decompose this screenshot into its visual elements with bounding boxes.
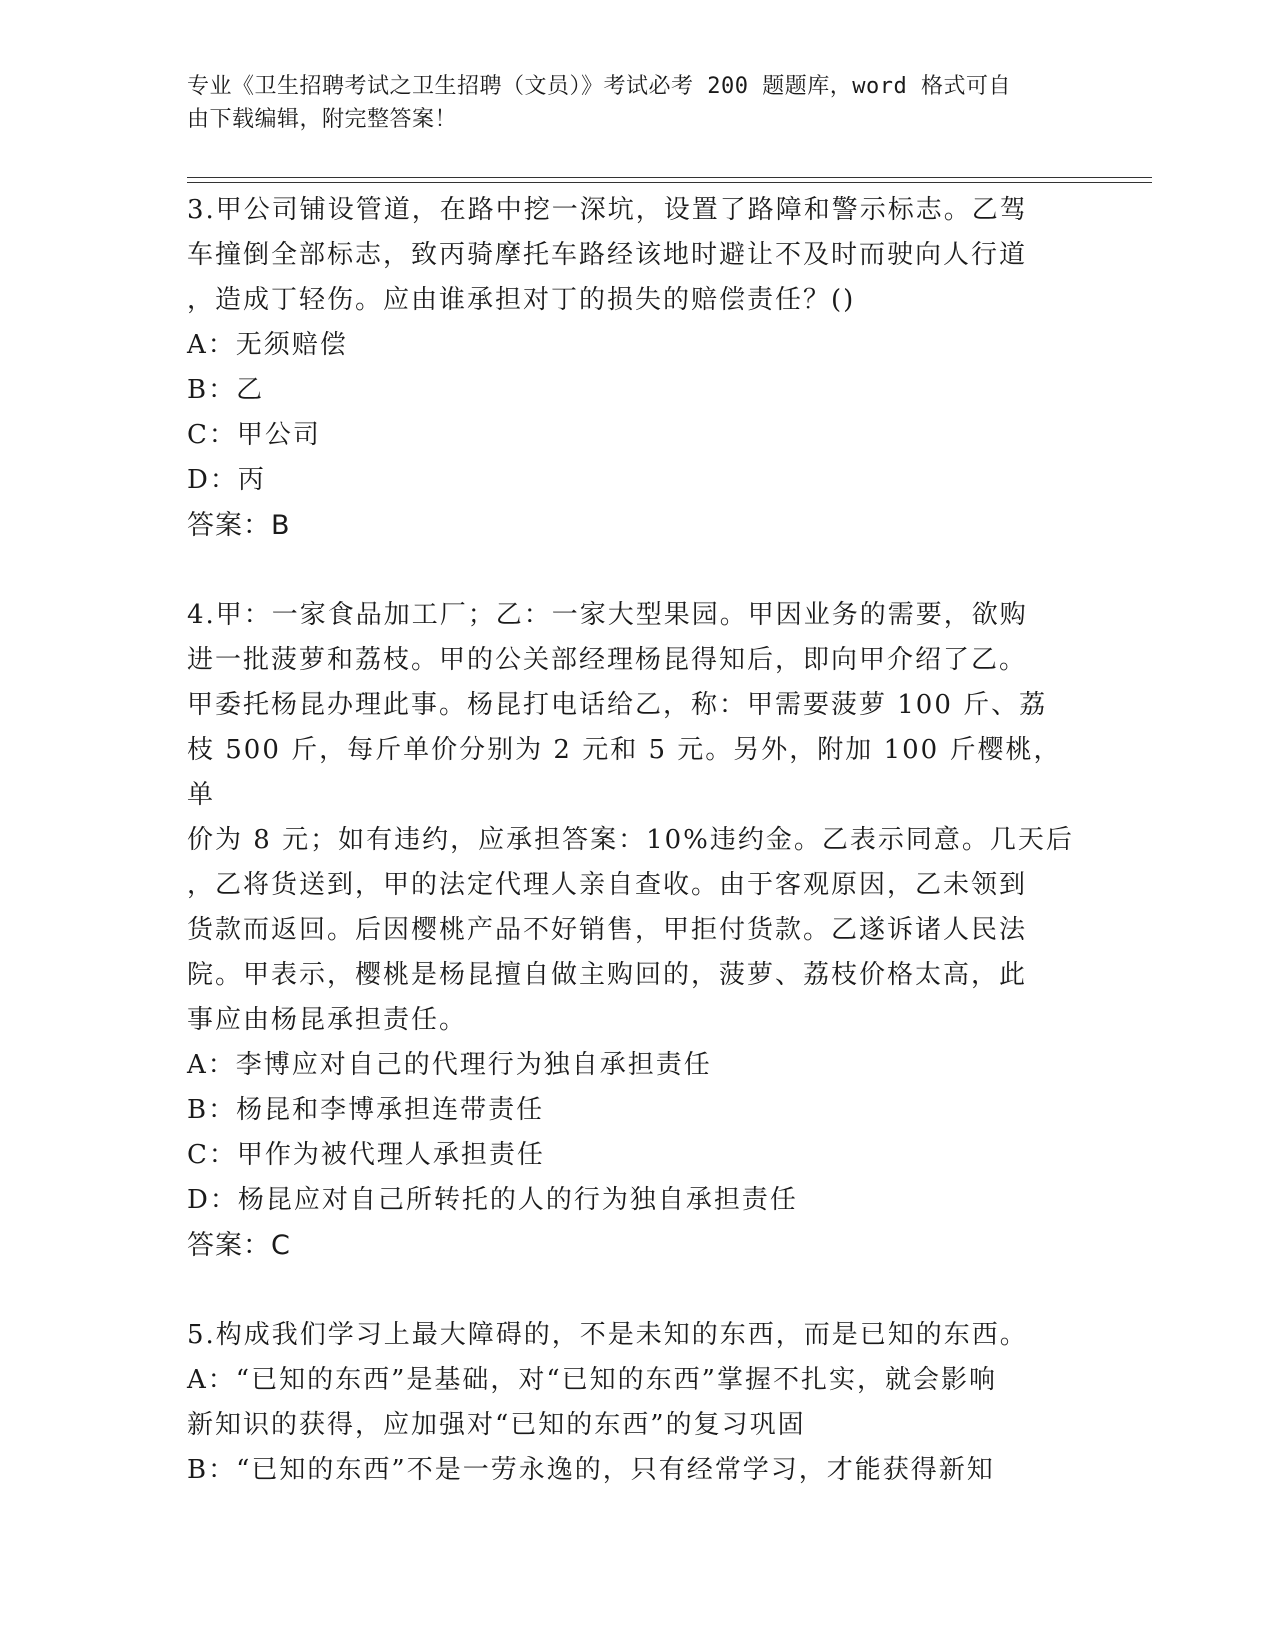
question-stem-line: 4.甲：一家食品加工厂；乙：一家大型果园。甲因业务的需要，欲购 — [187, 600, 1028, 630]
question-stem-line: 货款而返回。后因樱桃产品不好销售，甲拒付货款。乙遂诉诸人民法 — [187, 915, 1028, 945]
option-a: A：李博应对自己的代理行为独自承担责任 — [187, 1050, 712, 1080]
header-divider-bottom — [187, 182, 1152, 183]
document-header — [187, 70, 1067, 136]
question-spacer — [187, 1268, 1087, 1313]
question-spacer — [187, 548, 1087, 593]
option-a: A：无须赔偿 — [187, 330, 348, 360]
question-stem-line: 3.甲公司铺设管道，在路中挖一深坑，设置了路障和警示标志。乙驾 — [187, 195, 1028, 225]
question-stem-line: ，造成丁轻伤。应由谁承担对丁的损失的赔偿责任？() — [187, 285, 856, 315]
option-b: B：杨昆和李博承担连带责任 — [187, 1095, 545, 1125]
question-list — [187, 188, 1087, 1493]
answer-label: 答案：B — [187, 510, 291, 541]
header-divider-top — [187, 177, 1152, 178]
question-stem-line: 甲委托杨昆办理此事。杨昆打电话给乙，称：甲需要菠萝 100 斤、荔 — [187, 690, 1048, 720]
option-d: D：杨昆应对自己所转托的人的行为独自承担责任 — [187, 1185, 798, 1215]
question-stem-line: 院。甲表示，樱桃是杨昆擅自做主购回的，菠萝、荔枝价格太高，此 — [187, 960, 1028, 990]
header-line-1: 专业《卫生招聘考试之卫生招聘（文员）》考试必考 200 题题库，word 格式可自 — [187, 74, 1011, 99]
question-stem-line: 车撞倒全部标志，致丙骑摩托车路经该地时避让不及时而驶向人行道 — [187, 240, 1028, 270]
option-b: B：“已知的东西”不是一劳永逸的，只有经常学习，才能获得新知 — [187, 1455, 995, 1485]
question-5 — [187, 1313, 1087, 1493]
option-c: C：甲公司 — [187, 420, 321, 450]
question-4 — [187, 593, 1087, 1268]
option-b: B：乙 — [187, 375, 265, 405]
answer-label: 答案：C — [187, 1230, 291, 1261]
question-stem-line: 进一批菠萝和荔枝。甲的公关部经理杨昆得知后，即向甲介绍了乙。 — [187, 645, 1028, 675]
option-c: C：甲作为被代理人承担责任 — [187, 1140, 545, 1170]
option-d: D：丙 — [187, 465, 266, 495]
question-stem-line: ，乙将货送到，甲的法定代理人亲自查收。由于客观原因，乙未领到 — [187, 870, 1028, 900]
question-stem-line: 事应由杨昆承担责任。 — [187, 1005, 468, 1035]
question-stem-line: 5.构成我们学习上最大障碍的，不是未知的东西，而是已知的东西。 — [187, 1320, 1028, 1350]
option-a-continued: 新知识的获得，应加强对“已知的东西”的复习巩固 — [187, 1410, 806, 1440]
question-3 — [187, 188, 1087, 548]
option-a: A：“已知的东西”是基础，对“已知的东西”掌握不扎实，就会影响 — [187, 1365, 997, 1395]
question-stem-line: 价为 8 元；如有违约，应承担答案：10%违约金。乙表示同意。几天后 — [187, 825, 1074, 855]
header-line-2: 由下载编辑，附完整答案！ — [187, 107, 458, 132]
question-stem-line: 枝 500 斤，每斤单价分别为 2 元和 5 元。另外，附加 100 斤樱桃，单 — [187, 735, 1062, 810]
